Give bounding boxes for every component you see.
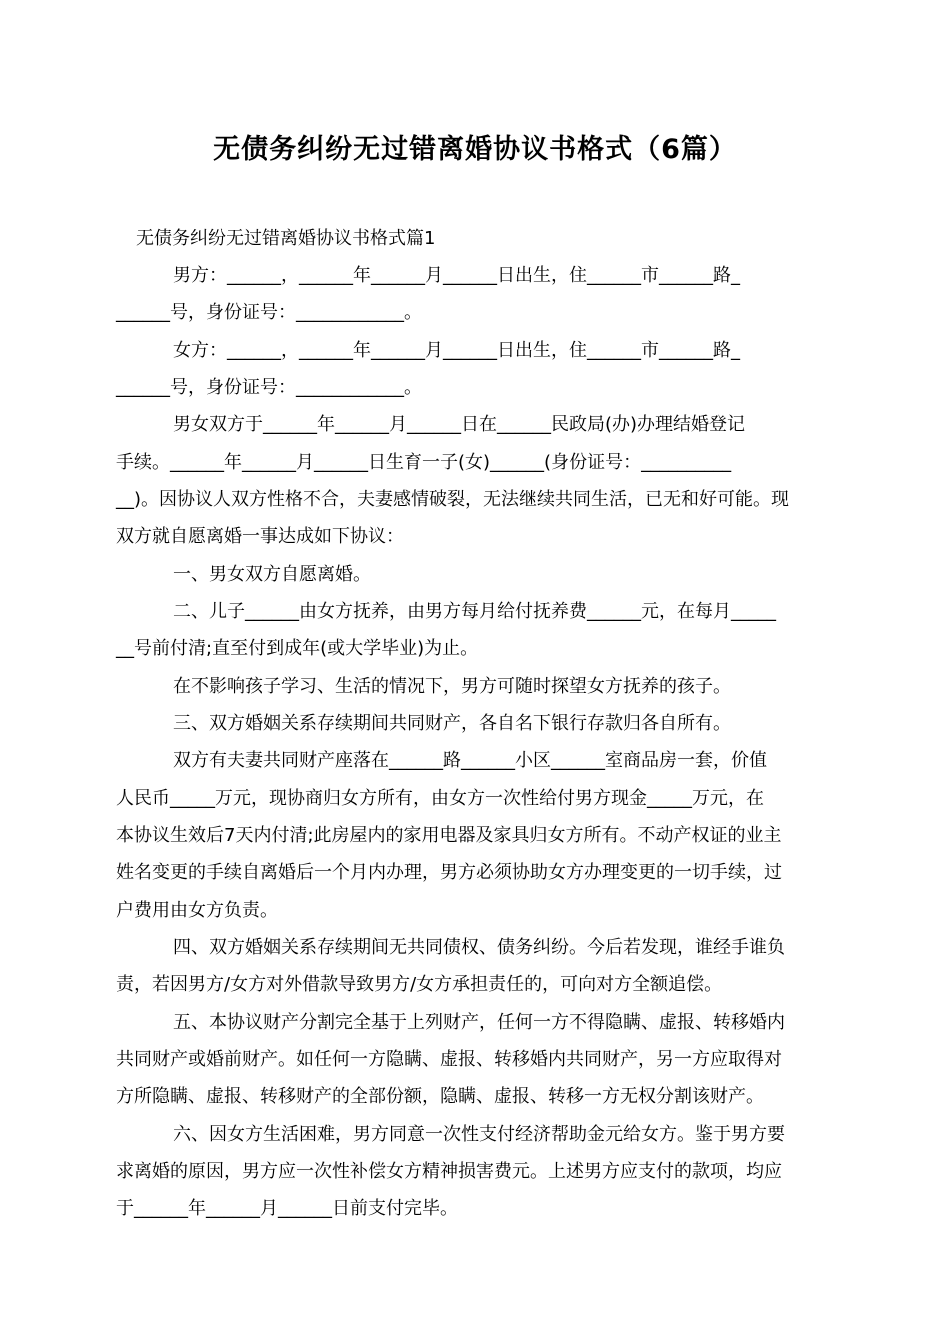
text-line: 方所隐瞒、虚报、转移财产的全部份额，隐瞒、虚报、转移一方无权分割该财产。 <box>116 1086 764 1107</box>
text-line: ______号，身份证号：____________。 <box>116 302 422 323</box>
text-line: 男女双方于______年______月______日在______民政局(办)办理结婚登记 <box>173 414 746 435</box>
document-title: 无债务纠纷无过错离婚协议书格式（6篇） <box>213 134 737 165</box>
text-line: 六、因女方生活困难，男方同意一次性支付经济帮助金元给女方。鉴于男方要 <box>173 1124 785 1145</box>
text-line: 在不影响孩子学习、生活的情况下，男方可随时探望女方抚养的孩子。 <box>173 676 731 697</box>
text-line: __)。因协议人双方性格不合，夫妻感情破裂，无法继续共同生活，已无和好可能。现 <box>116 489 790 510</box>
section-title: 无债务纠纷无过错离婚协议书格式篇1 <box>136 228 436 249</box>
text-line: 责，若因男方/女方对外借款导致男方/女方承担责任的，可向对方全额追偿。 <box>116 974 723 995</box>
text-line: 男方：______，______年______月______日出生，住______市______路_ <box>173 265 740 286</box>
text-line: 四、双方婚姻关系存续期间无共同债权、债务纠纷。今后若发现，谁经手谁负 <box>173 937 785 958</box>
text-line: 双方就自愿离婚一事达成如下协议： <box>116 526 404 547</box>
text-line: 女方：______，______年______月______日出生，住______市______路_ <box>173 340 740 361</box>
text-line: 三、双方婚姻关系存续期间共同财产，各自名下银行存款归各自所有。 <box>173 713 731 734</box>
text-line: 求离婚的原因，男方应一次性补偿女方精神损害费元。上述男方应支付的款项，均应 <box>116 1161 782 1182</box>
text-line: 姓名变更的手续自离婚后一个月内办理，男方必须协助女方办理变更的一切手续，过 <box>116 862 782 883</box>
text-line: 户费用由女方负责。 <box>116 900 278 921</box>
text-line: 双方有夫妻共同财产座落在______路______小区______室商品房一套，价值 <box>173 750 767 771</box>
text-line: 手续。______年______月______日生育一子(女)______(身份证号：__________ <box>116 452 732 473</box>
text-line: 共同财产或婚前财产。如任何一方隐瞒、虚报、转移婚内共同财产，另一方应取得对 <box>116 1049 782 1070</box>
text-line: 二、儿子______由女方抚养，由男方每月给付抚养费______元，在每月_____ <box>173 601 776 622</box>
text-line: 人民币_____万元，现协商归女方所有，由女方一次性给付男方现金_____万元，在 <box>116 788 764 809</box>
text-line: 本协议生效后7天内付清;此房屋内的家用电器及家具归女方所有。不动产权证的业主 <box>116 825 782 846</box>
text-line: __号前付清;直至付到成年(或大学毕业)为止。 <box>116 638 479 659</box>
text-line: ______号，身份证号：____________。 <box>116 377 422 398</box>
text-line: 五、本协议财产分割完全基于上列财产，任何一方不得隐瞒、虚报、转移婚内 <box>173 1012 785 1033</box>
text-line: 于______年______月______日前支付完毕。 <box>116 1198 458 1219</box>
text-line: 一、男女双方自愿离婚。 <box>173 564 371 585</box>
